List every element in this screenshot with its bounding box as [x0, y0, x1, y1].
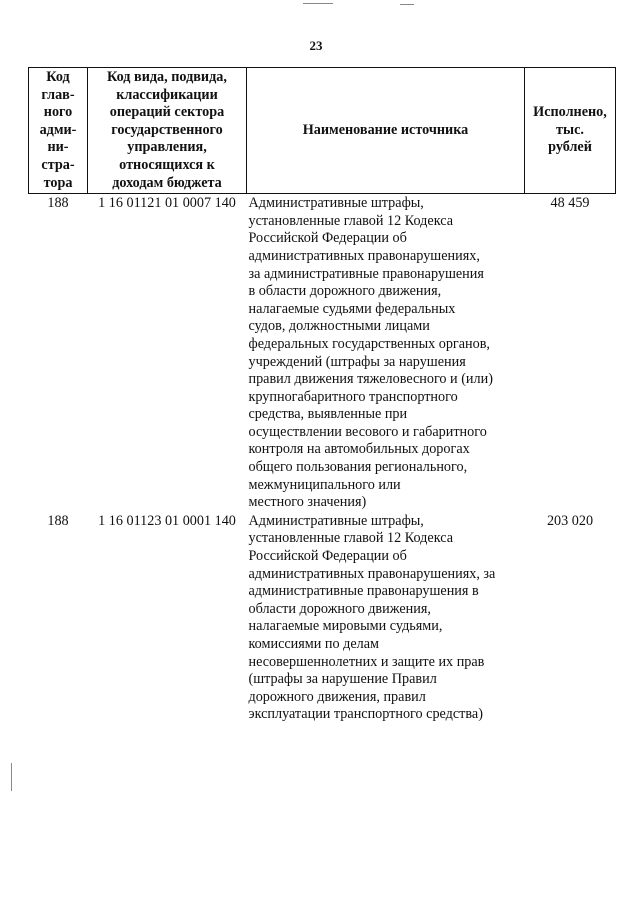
header-source-name: Наименование источника — [247, 68, 525, 194]
revenue-sources-table — [28, 67, 616, 724]
source-name-cell: Административные штрафы, установленные главой 12 Кодекса Российской Федерации об административных правонарушениях, за административные правонарушения в области дорожного движения, налагаемые мировыми судьями, комиссиями по делам несовершеннолетних и защите их прав (штрафы за нарушение Правил дорожного движения, правил эксплуатации транспортного средства) — [248, 512, 496, 723]
header-admin-code: Код глав- ного адми- ни- стра- тора — [29, 68, 88, 194]
scan-mark-top — [303, 3, 333, 4]
amount-cell: 203 020 — [546, 512, 594, 529]
classification-code-cell: 1 16 01121 01 0007 140 — [98, 195, 236, 212]
amount-cell: 48 459 — [550, 195, 590, 212]
scan-mark-left — [11, 763, 12, 791]
header-classification-code: Код вида, подвида, классификации операций сектора государственного управления, относящихся к доходам бюджета — [88, 68, 247, 194]
table-row — [29, 194, 616, 512]
table-row — [29, 512, 616, 724]
admin-code-cell: 188 — [47, 512, 69, 529]
scan-mark-top-2 — [400, 4, 414, 5]
header-amount: Исполнено, тыс. рублей — [525, 68, 616, 194]
classification-code-cell: 1 16 01123 01 0001 140 — [98, 512, 236, 529]
source-name-cell: Административные штрафы, установленные главой 12 Кодекса Российской Федерации об административных правонарушениях, за административные правонарушения в области дорожного движения, налагаемые судьями федеральных судов, должностными лицами федеральных государственных органов, учреждений (штрафы за нарушения правил движения тяжеловесного и (или) крупногабаритного транспортного средства, выявленные при осуществлении весового и габаритного контроля на автомобильных дорогах общего пользования регионального, межмуниципального или местного значения) — [248, 195, 493, 511]
page-number: 23 — [309, 38, 323, 53]
table-header-row — [29, 68, 616, 194]
admin-code-cell: 188 — [47, 195, 69, 212]
